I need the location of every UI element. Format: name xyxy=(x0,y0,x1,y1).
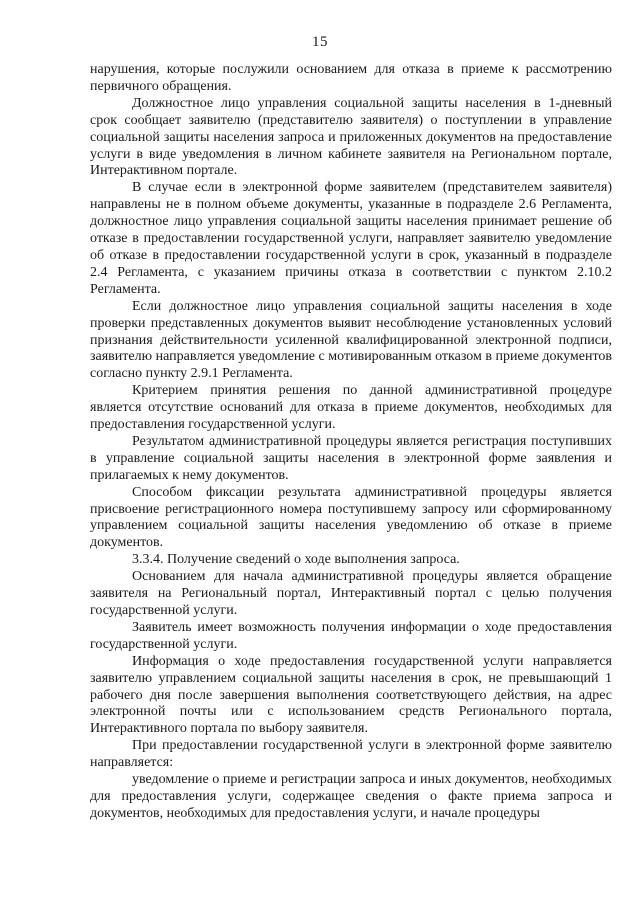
paragraph: Если должностное лицо управления социальной защиты населения в ходе проверки представленных документов выявит несоблюдение установленных условий признания действительности усиленной квалифицированной электронной подписи, заявителю направляется уведомление с мотивированным отказом в приеме документов согласно пункту 2.9.1 Регламента. xyxy=(90,298,612,382)
paragraph: В случае если в электронной форме заявителем (представителем заявителя) направлены не в полном объеме документы, указанные в подразделе 2.6 Регламента, должностное лицо управления социальной защиты населения принимает решение об отказе в предоставлении государственной услуги, направляет заявителю уведомление об отказе в предоставлении государственной услуги в срок, указанный в подразделе 2.4 Регламента, с указанием причины отказа в соответствии с пунктом 2.10.2 Регламента. xyxy=(90,180,612,297)
paragraph: Должностное лицо управления социальной защиты населения в 1-дневный срок сообщает заявителю (представителю заявителя) о поступлении в управление социальной защиты населения запроса и приложенных документов на предоставление услуги в виде уведомления в личном кабинете заявителя на Региональном портале, Интерактивном портале. xyxy=(90,95,612,179)
paragraph: 3.3.4. Получение сведений о ходе выполнения запроса. xyxy=(132,552,460,568)
paragraph: Способом фиксации результата административной процедуры является присвоение регистрационного номера поступившему запросу или сформированному управлением социальной защиты населения уведомлению об отказе в приеме документов. xyxy=(90,484,612,551)
paragraph: Критерием принятия решения по данной административной процедуре является отсутствие оснований для отказа в приеме документов, необходимых для предоставления государственной услуги. xyxy=(90,383,612,433)
page-number: 15 xyxy=(312,34,328,50)
paragraph: Результатом административной процедуры является регистрация поступивших в управление социальной защиты населения в электронной форме заявления и прилагаемых к нему документов. xyxy=(90,433,612,483)
paragraph: Заявитель имеет возможность получения информации о ходе предоставления государственной услуги. xyxy=(90,619,612,652)
paragraph: Основанием для начала административной процедуры является обращение заявителя на Региональный портал, Интерактивный портал с целью получения государственной услуги. xyxy=(90,569,612,618)
paragraph: уведомление о приеме и регистрации запроса и иных документов, необходимых для предоставления услуги, содержащее сведения о факте приема запроса и документов, необходимых для предоставления услуги, и начале процедуры xyxy=(90,772,612,821)
paragraph: При предоставлении государственной услуги в электронной форме заявителю направляется: xyxy=(90,738,612,771)
paragraph: Информация о ходе предоставления государственной услуги направляется заявителю управлением социальной защиты населения в срок, не превышающий 1 рабочего дня после завершения выполнения соответствующего действия, на адрес электронной почты или с использованием средств Регионального портала, Интерактивного портала по выбору заявителя. xyxy=(90,653,612,737)
document-body xyxy=(90,62,612,823)
paragraph: нарушения, которые послужили основанием для отказа в приеме к рассмотрению первичного обращения. xyxy=(90,62,612,94)
